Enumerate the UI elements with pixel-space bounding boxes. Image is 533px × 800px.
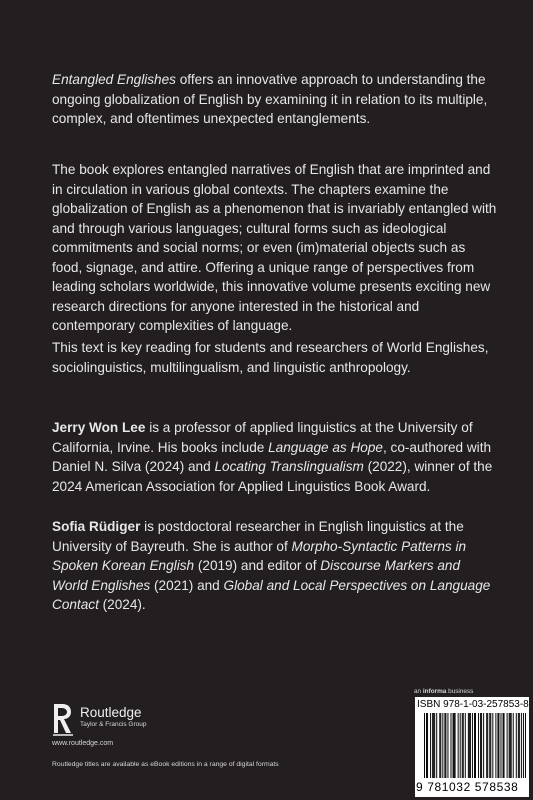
barcode-bar: [513, 713, 514, 778]
barcode-bar: [436, 713, 437, 778]
description-paragraph-1: [52, 70, 497, 129]
bio-text: is a professor of applied linguistics at the University of California, Irvine. His books include: [52, 420, 473, 455]
barcode-bar: [486, 713, 487, 778]
barcode-bar: [495, 713, 496, 778]
barcode-bar: [492, 713, 493, 778]
barcode-bar: [433, 713, 434, 778]
informa-wordmark: informa: [422, 688, 447, 695]
barcode-bar: [451, 713, 452, 778]
barcode-bar: [511, 713, 512, 778]
barcode-bar: [444, 713, 445, 778]
barcode-digits: 9 781032 578538: [416, 780, 519, 794]
barcode-bar: [481, 713, 482, 778]
barcode-bar: [468, 713, 469, 778]
ebook-note: Routledge titles are available as eBook editions in a range of digital formats: [52, 761, 279, 768]
barcode-bar: [455, 713, 456, 778]
barcode-bar: [447, 713, 448, 778]
barcode-bar: [519, 713, 520, 778]
barcode-bar: [489, 713, 490, 778]
bio-text: is postdoctoral researcher in English linguistics at the University of Bayreuth. She is author of: [52, 519, 464, 554]
barcode-bar: [480, 713, 481, 778]
barcode-bar: [501, 713, 502, 778]
barcode-bar: [460, 713, 461, 778]
author-bio-1: [52, 418, 497, 496]
barcode-bar: [458, 713, 459, 778]
barcode-bar: [516, 713, 517, 778]
barcode-bar: [483, 713, 484, 778]
barcode-bar: [445, 713, 446, 778]
description-text-2: The book explores entangled narratives of English that are imprinted and in circulation in various global contexts. The chapters examine the globalization of English as a phenomenon that is invariably entangled with and through various languages; cultural forms such as ideological commitments and social norms; or even (im)material objects such as food, signage, and attire. Offering a unique range of perspectives from leading scholars worldwide, this innovative volume presents exciting new research directions for anyone interested in the historical and contemporary complexities of language.: [52, 162, 497, 333]
barcode-bar: [525, 713, 526, 778]
barcode-bar: [475, 713, 476, 778]
publisher-url[interactable]: www.routledge.com: [52, 740, 114, 747]
description-paragraph-2: [52, 160, 497, 336]
barcode-bar: [427, 713, 428, 778]
description-paragraph-3: [52, 338, 497, 377]
description-text-3: This text is key reading for students and researchers of World Englishes, sociolinguistics, multilingualism, and linguistic anthropology.: [52, 340, 489, 375]
barcode-bar: [472, 713, 473, 778]
routledge-r-logo-icon: [52, 702, 74, 736]
author-bio-2: [52, 517, 497, 615]
bio-text: (2021) and: [150, 577, 224, 593]
barcode-bar: [432, 713, 433, 778]
barcode-bar: [509, 713, 510, 778]
book-title: Entangled Englishes: [52, 72, 176, 87]
tagline-text: business: [446, 688, 474, 695]
barcode-bar: [510, 713, 511, 778]
bio-text: , co-authored with Daniel N. Silva (2024) and: [52, 439, 492, 474]
barcode-bar: [487, 713, 488, 778]
barcode-bar: [430, 713, 431, 778]
publisher-name: Routledge: [80, 705, 142, 720]
barcode-bar: [426, 713, 427, 778]
barcode-bar: [442, 713, 443, 778]
barcode-bar: [478, 713, 479, 778]
barcode-bar: [490, 713, 491, 778]
barcode-bar: [504, 713, 505, 778]
book-title: Locating Translingualism: [214, 459, 364, 474]
barcode-bar: [523, 713, 524, 778]
publisher-group: Taylor & Francis Group: [80, 721, 147, 728]
barcode-bar: [462, 713, 463, 778]
tagline-text: an: [414, 688, 423, 695]
barcode-bar: [465, 713, 466, 778]
barcode-bar: [518, 713, 519, 778]
barcode-bar: [507, 713, 508, 778]
barcode-bar: [454, 713, 455, 778]
barcode-bar: [439, 713, 440, 778]
author-name-1: Jerry Won Lee: [52, 420, 146, 435]
barcode-bar: [440, 713, 441, 778]
isbn-text: ISBN 978-1-03-257853-8: [417, 699, 529, 710]
description-text-1: offers an innovative approach to understanding the ongoing globalization of English by examining it in relation to its multiple, complex, and oftentimes unexpected entanglements.: [52, 72, 488, 126]
barcode-bar: [503, 713, 504, 778]
barcode-bar: [521, 713, 522, 778]
barcode-bar: [453, 713, 454, 778]
barcode-bar: [434, 713, 435, 778]
barcode-panel: [415, 697, 529, 797]
barcode-bar: [463, 713, 464, 778]
book-title: Global and Local Perspectives on Language Contact: [52, 577, 491, 612]
book-title: Morpho-Syntactic Patterns in Spoken Korean English: [52, 538, 467, 573]
bio-text: (2019) and editor of: [194, 558, 321, 573]
book-title: Language as Hope: [268, 439, 383, 455]
barcode-bar: [498, 713, 499, 778]
barcode-bar: [424, 713, 425, 778]
barcode-bar: [474, 713, 475, 778]
author-name-2: Sofia Rüdiger: [52, 519, 141, 534]
bio-text: (2024).: [98, 597, 146, 612]
barcode-icon: [424, 713, 526, 778]
barcode-bar: [470, 713, 471, 778]
bio-text: (2022), winner of the 2024 American Association for Applied Linguistics Book Award.: [52, 459, 493, 494]
book-title: Discourse Markers and World Englishes: [52, 558, 461, 593]
informa-tagline: [414, 688, 473, 695]
barcode-bar: [469, 713, 470, 778]
barcode-bar: [497, 713, 498, 778]
